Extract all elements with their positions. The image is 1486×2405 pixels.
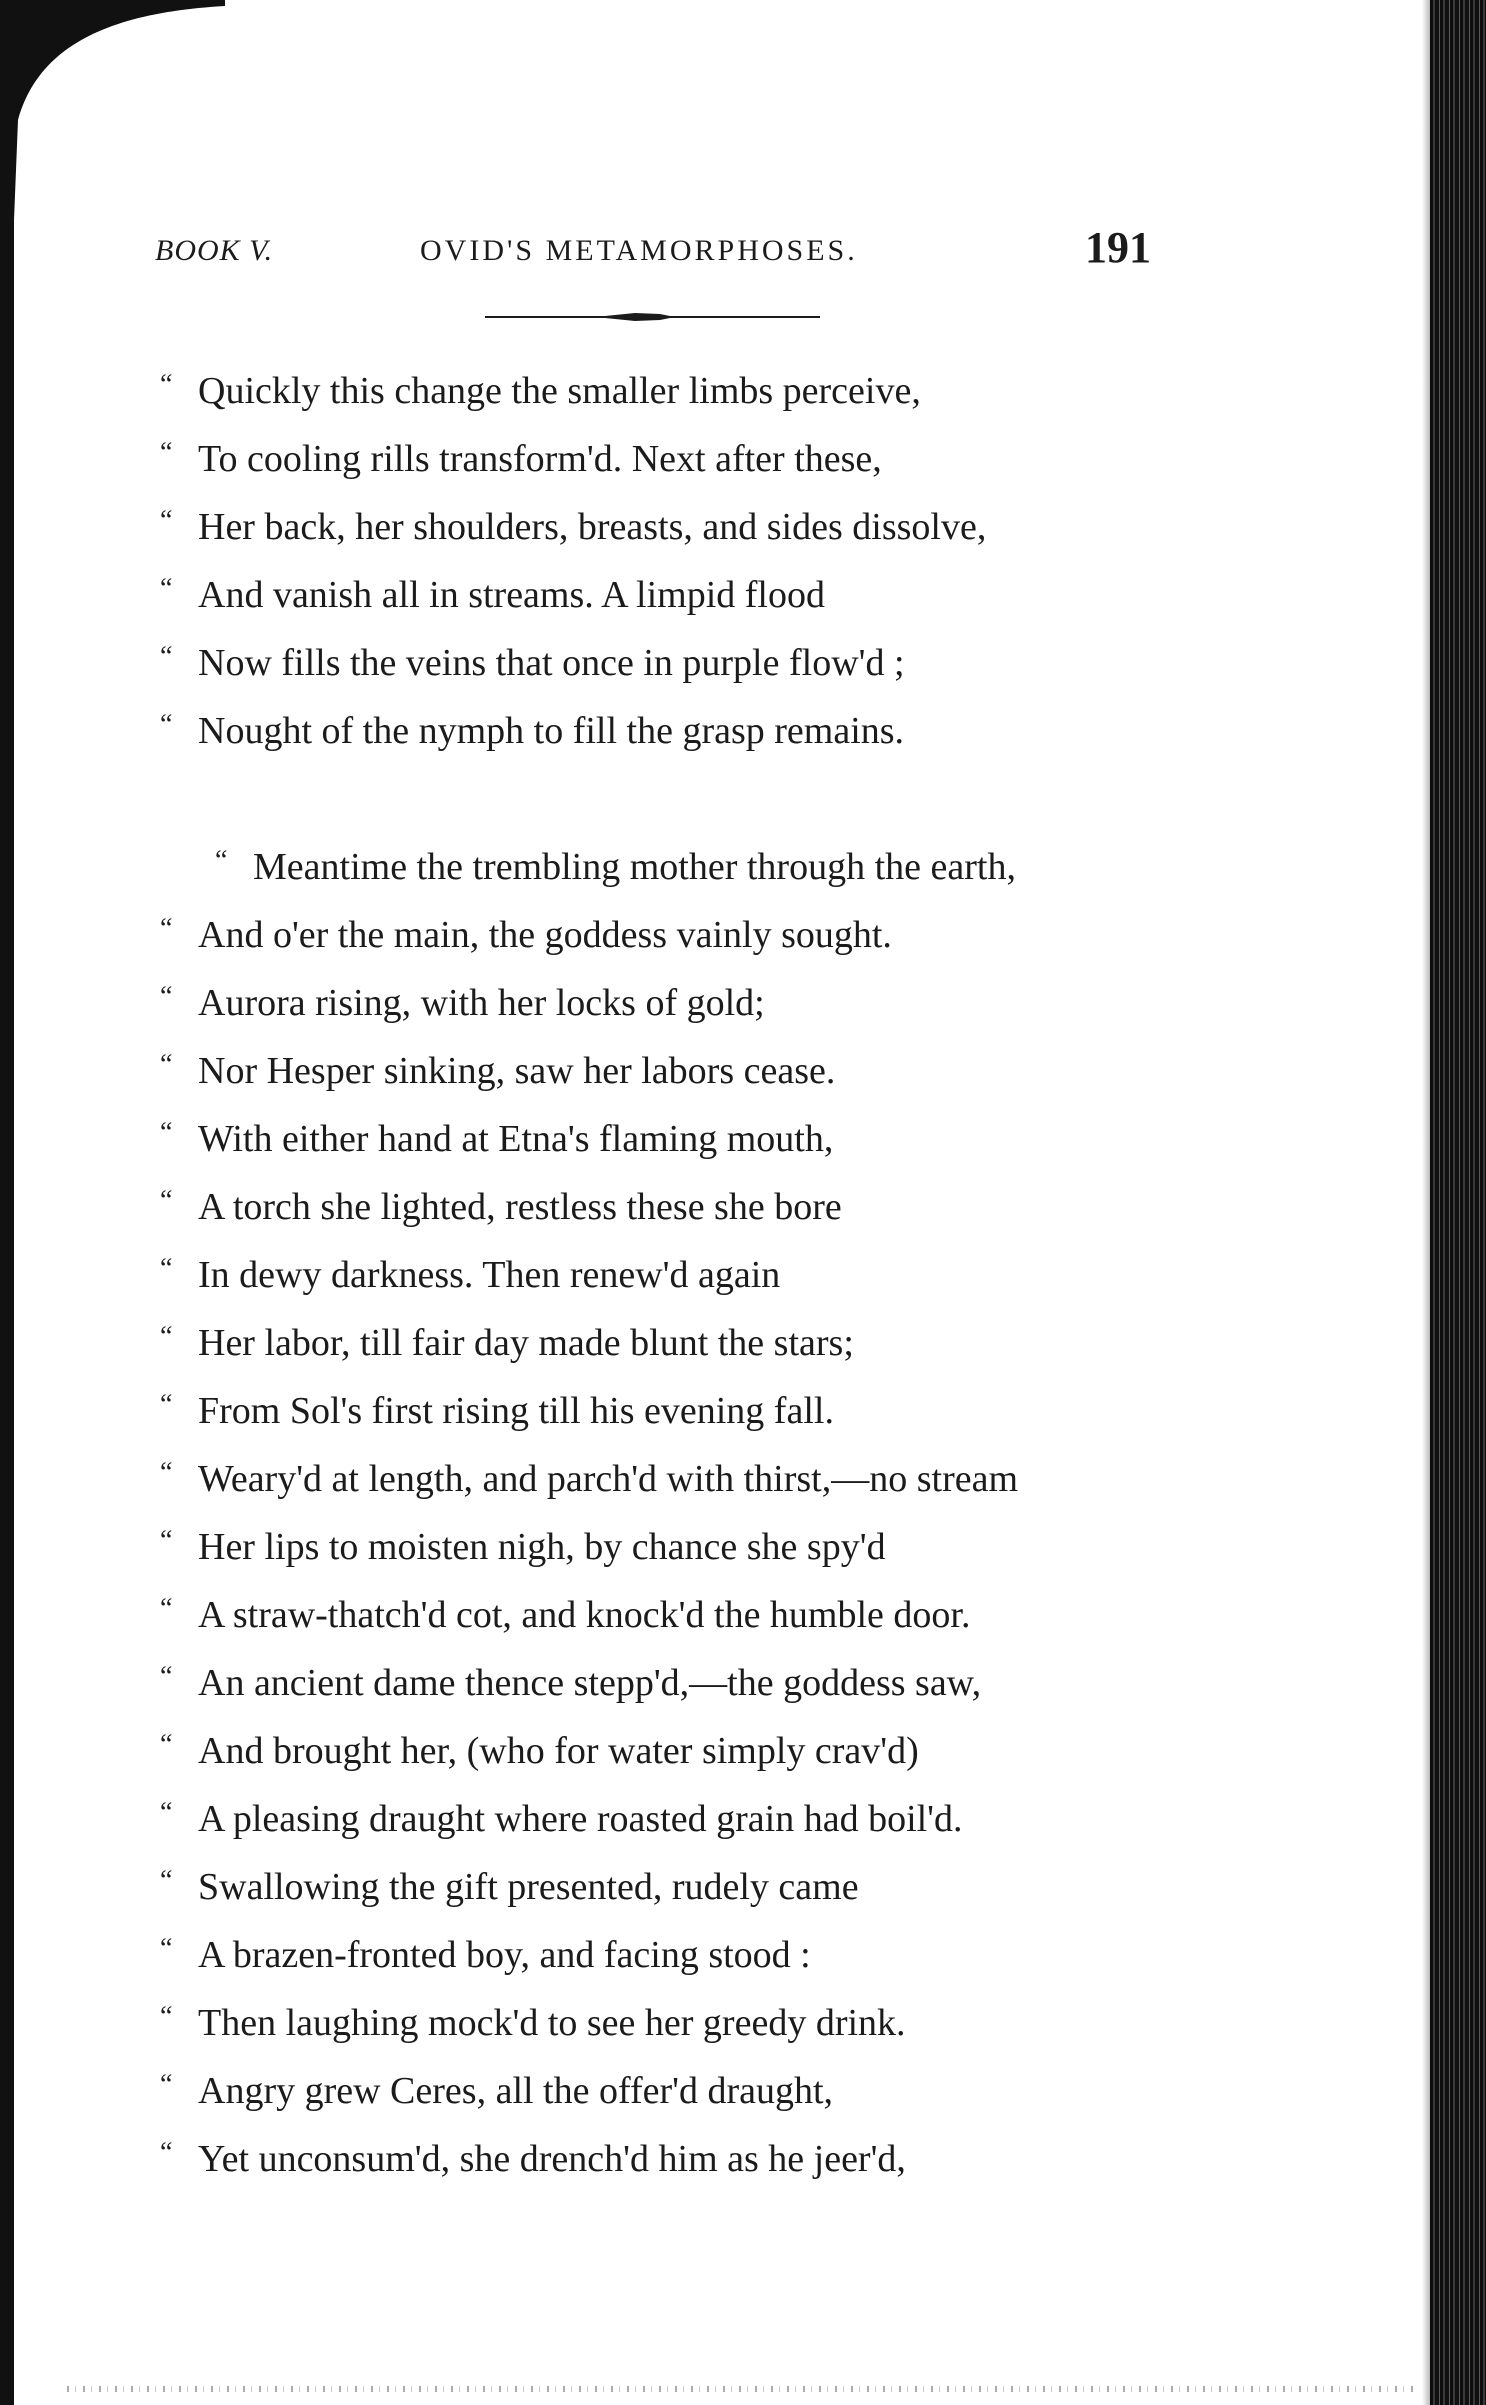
poem-line: [160, 493, 1160, 561]
poem-line: [160, 2057, 1160, 2125]
quote-mark: “: [160, 981, 173, 1012]
header-title: OVID'S METAMORPHOSES.: [420, 234, 858, 267]
line-text: And brought her, (who for water simply crav'd): [198, 1730, 919, 1772]
quote-mark: “: [160, 437, 173, 468]
scan-left-edge: [0, 0, 14, 2405]
line-text: A straw-thatch'd cot, and knock'd the humble door.: [198, 1594, 971, 1636]
quote-mark: “: [160, 641, 173, 672]
poem-line: [160, 1445, 1160, 1513]
line-text: And o'er the main, the goddess vainly sought.: [198, 914, 892, 956]
line-text: Yet unconsum'd, she drench'd him as he jeer'd,: [198, 2138, 906, 2180]
quote-mark: “: [160, 709, 173, 740]
line-text: Nor Hesper sinking, saw her labors cease.: [198, 1050, 836, 1092]
scan-right-binding-edge: [1430, 0, 1486, 2405]
poem-line: [160, 1785, 1160, 1853]
quote-mark: “: [160, 573, 173, 604]
quote-mark: “: [215, 845, 228, 876]
poem-line: [160, 697, 1160, 765]
line-text: From Sol's first rising till his evening fall.: [198, 1390, 834, 1432]
line-text: An ancient dame thence stepp'd,—the goddess saw,: [198, 1662, 982, 1704]
line-text: Her back, her shoulders, breasts, and sides dissolve,: [198, 506, 987, 548]
line-text: Meantime the trembling mother through the earth,: [253, 846, 1016, 888]
line-text: To cooling rills transform'd. Next after these,: [198, 438, 882, 480]
line-text: Weary'd at length, and parch'd with thirst,—no stream: [198, 1458, 1019, 1500]
stanza-gap: [160, 765, 1160, 833]
quote-mark: “: [160, 1321, 173, 1352]
line-text: Then laughing mock'd to see her greedy drink.: [198, 2002, 906, 2044]
line-text: Now fills the veins that once in purple flow'd ;: [198, 642, 905, 684]
poem-line: [160, 629, 1160, 697]
poem-line: [160, 1989, 1160, 2057]
line-text: Quickly this change the smaller limbs perceive,: [198, 370, 921, 412]
quote-mark: “: [160, 913, 173, 944]
line-text: Her labor, till fair day made blunt the stars;: [198, 1322, 854, 1364]
poem-line: [160, 425, 1160, 493]
poem-line: [160, 2125, 1160, 2193]
header-rule-ornament: [485, 312, 820, 322]
line-text: Her lips to moisten nigh, by chance she spy'd: [198, 1526, 886, 1568]
line-text: A brazen-fronted boy, and facing stood :: [198, 1934, 811, 1976]
poem-line: [160, 1377, 1160, 1445]
quote-mark: “: [160, 1661, 173, 1692]
quote-mark: “: [160, 1525, 173, 1556]
line-text: Nought of the nymph to fill the grasp remains.: [198, 710, 905, 752]
quote-mark: “: [160, 1865, 173, 1896]
line-text: And vanish all in streams. A limpid flood: [198, 574, 825, 616]
page-number: 191: [1085, 223, 1151, 272]
quote-mark: “: [160, 1457, 173, 1488]
line-text: Aurora rising, with her locks of gold;: [198, 982, 765, 1024]
quote-mark: “: [160, 2069, 173, 2100]
quote-mark: “: [160, 1253, 173, 1284]
poem-line: [160, 1513, 1160, 1581]
quote-mark: “: [160, 1389, 173, 1420]
poem-line: [160, 1241, 1160, 1309]
quote-mark: “: [160, 369, 173, 400]
poem-line: [160, 1581, 1160, 1649]
header-book-label: BOOK V.: [155, 234, 274, 267]
poem-line: [160, 833, 1160, 901]
line-text: In dewy darkness. Then renew'd again: [198, 1254, 781, 1296]
poem-line: [160, 901, 1160, 969]
quote-mark: “: [160, 1117, 173, 1148]
poem-line: [160, 1717, 1160, 1785]
binding-shadow: [1422, 0, 1430, 2405]
poem-line: [160, 1105, 1160, 1173]
line-text: Angry grew Ceres, all the offer'd draught,: [198, 2070, 834, 2112]
quote-mark: “: [160, 1933, 173, 1964]
quote-mark: “: [160, 1185, 173, 1216]
poem-line: [160, 1173, 1160, 1241]
line-text: A torch she lighted, restless these she bore: [198, 1186, 842, 1228]
poem-line: [160, 969, 1160, 1037]
quote-mark: “: [160, 1593, 173, 1624]
poem-line: [160, 1309, 1160, 1377]
running-header: [155, 222, 1155, 282]
poem-text: [160, 357, 1160, 2193]
scan-bottom-noise: [60, 2386, 1416, 2392]
quote-mark: “: [160, 505, 173, 536]
quote-mark: “: [160, 1049, 173, 1080]
poem-line: [160, 1921, 1160, 1989]
line-text: With either hand at Etna's flaming mouth,: [198, 1118, 834, 1160]
quote-mark: “: [160, 2137, 173, 2168]
poem-line: [160, 1037, 1160, 1105]
poem-line: [160, 357, 1160, 425]
line-text: Swallowing the gift presented, rudely came: [198, 1866, 859, 1908]
quote-mark: “: [160, 2001, 173, 2032]
scan-corner-shadow: [0, 0, 225, 220]
line-text: A pleasing draught where roasted grain had boil'd.: [198, 1798, 963, 1840]
quote-mark: “: [160, 1729, 173, 1760]
quote-mark: “: [160, 1797, 173, 1828]
poem-line: [160, 1853, 1160, 1921]
poem-line: [160, 561, 1160, 629]
poem-line: [160, 1649, 1160, 1717]
